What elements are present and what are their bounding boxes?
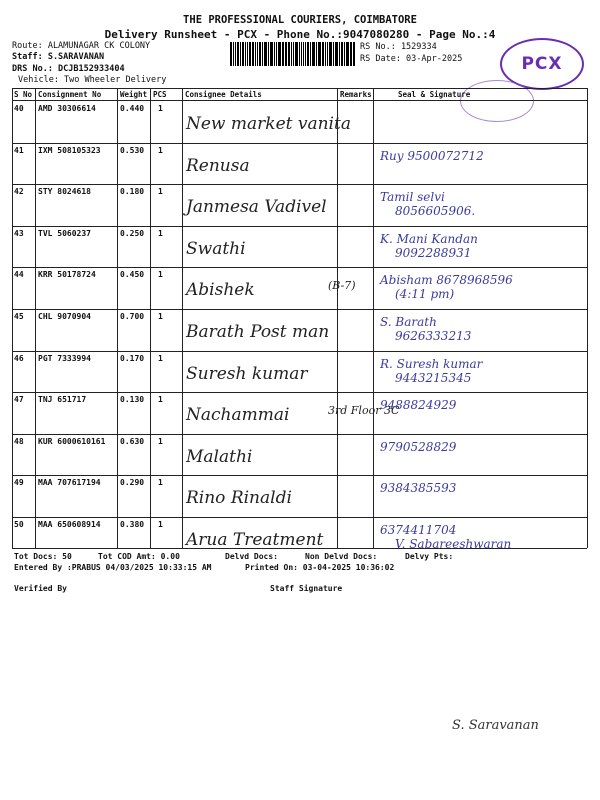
- row-weight: 0.180: [120, 187, 145, 197]
- row-signature: 9488824929: [380, 398, 457, 413]
- col-divider: [117, 88, 118, 548]
- row-pieces: 1: [158, 104, 163, 113]
- row-divider: [12, 434, 587, 435]
- row-consignment-number: CHL 9070904: [38, 312, 91, 321]
- row-consignee-name: Janmesa Vadivel: [186, 197, 327, 218]
- row-remarks: 3rd Floor 3C: [328, 404, 400, 418]
- row-serial-number: 47: [14, 395, 24, 405]
- row-pieces: 1: [158, 228, 163, 238]
- row-signature: Ruy 9500072712: [380, 148, 484, 163]
- row-consignee-name: Nachammai: [186, 405, 290, 426]
- row-consignee-name: Abishek: [186, 280, 255, 301]
- col-header-weight: Weight: [120, 90, 148, 99]
- staff-signature-label: Staff Signature: [270, 584, 343, 593]
- vehicle-label: Vehicle: Two Wheeler Delivery: [18, 75, 167, 85]
- row-pieces: 1: [158, 312, 163, 321]
- row-weight: 0.380: [120, 520, 145, 529]
- row-pieces: 1: [158, 353, 163, 363]
- row-weight: 0.290: [120, 478, 145, 488]
- col-divider: [12, 88, 13, 548]
- row-consignee-name: New market vanita: [186, 114, 351, 134]
- total-docs: Tot Docs: 50: [14, 552, 72, 561]
- row-signature: S. Barath: [380, 315, 437, 329]
- seal-stamp: [460, 80, 534, 122]
- col-header-signature: Seal & Signature: [398, 90, 471, 99]
- table-header-border: [12, 100, 587, 101]
- row-signature: Abisham 8678968596: [380, 273, 513, 288]
- row-weight: 0.250: [120, 228, 145, 238]
- row-divider: [12, 226, 587, 227]
- drs-label: DRS No.: DCJB152933404: [12, 64, 125, 74]
- row-consignment-number: MAA 650608914: [38, 520, 101, 529]
- col-header-remarks: Remarks: [340, 90, 372, 99]
- row-serial-number: 46: [14, 353, 24, 363]
- col-divider: [373, 88, 374, 548]
- barcode-image: [230, 42, 356, 66]
- col-divider: [587, 88, 588, 548]
- row-consignee-name: Swathi: [186, 238, 246, 259]
- col-divider: [182, 88, 183, 548]
- delivery-points: Delvy Pts:: [405, 552, 454, 561]
- col-divider: [150, 88, 151, 548]
- row-divider: [12, 475, 587, 476]
- row-serial-number: 41: [14, 145, 24, 155]
- staff-label: Staff: S.SARAVANAN: [12, 52, 105, 62]
- row-signature-phone: (4:11 pm): [395, 287, 455, 302]
- row-pieces: 1: [158, 187, 163, 197]
- row-consignment-number: KUR 6000610161: [38, 436, 106, 446]
- row-pieces: 1: [158, 270, 163, 280]
- row-consignee-name: Arua Treatment: [186, 530, 324, 550]
- row-consignee-name: Rino Rinaldi: [186, 488, 292, 509]
- row-weight: 0.440: [120, 104, 145, 113]
- row-remarks: (B-7): [328, 279, 356, 293]
- staff-handwritten-signature: S. Saravanan: [452, 718, 539, 733]
- col-header-sno: S No: [14, 90, 33, 99]
- rs-number: RS No.: 1529334: [360, 42, 437, 52]
- row-weight: 0.530: [120, 145, 145, 155]
- row-serial-number: 45: [14, 312, 24, 321]
- row-signature-phone: 9092288931: [395, 245, 472, 260]
- row-serial-number: 48: [14, 436, 24, 446]
- col-header-consignee: Consignee Details: [185, 90, 262, 99]
- company-name: THE PROFESSIONAL COURIERS, COIMBATORE: [183, 14, 417, 26]
- col-divider: [337, 88, 338, 548]
- col-header-pcs: PCS: [153, 90, 167, 99]
- row-divider: [12, 392, 587, 393]
- row-weight: 0.700: [120, 312, 145, 321]
- row-consignment-number: IXM 508105323: [38, 145, 101, 155]
- row-signature: K. Mani Kandan: [380, 231, 478, 246]
- row-consignment-number: MAA 707617194: [38, 478, 101, 488]
- row-serial-number: 44: [14, 270, 24, 280]
- verified-by-label: Verified By: [14, 584, 67, 593]
- row-consignment-number: STY 8024618: [38, 187, 91, 197]
- row-consignment-number: PGT 7333994: [38, 353, 91, 363]
- row-pieces: 1: [158, 145, 163, 155]
- row-pieces: 1: [158, 520, 163, 529]
- non-delivered-docs: Non Delvd Docs:: [305, 552, 378, 561]
- row-signature-phone: V. Sabareeshwaran: [395, 537, 512, 551]
- route-label: Route: ALAMUNAGAR CK COLONY: [12, 41, 151, 51]
- row-weight: 0.630: [120, 436, 145, 446]
- row-serial-number: 50: [14, 520, 24, 529]
- row-signature: 9384385593: [380, 481, 457, 496]
- row-weight: 0.170: [120, 353, 145, 363]
- row-divider: [12, 351, 587, 352]
- pcx-stamp: PCX: [500, 38, 584, 90]
- row-divider: [12, 309, 587, 310]
- total-cod-amount: Tot COD Amt: 0.00: [98, 552, 180, 561]
- row-divider: [12, 143, 587, 144]
- row-consignment-number: AMD 30306614: [38, 104, 96, 113]
- row-weight: 0.130: [120, 395, 145, 405]
- row-divider: [12, 184, 587, 185]
- row-consignee-name: Suresh kumar: [186, 363, 308, 384]
- row-pieces: 1: [158, 478, 163, 488]
- row-consignee-name: Malathi: [186, 446, 253, 467]
- row-consignee-name: Barath Post man: [186, 322, 330, 342]
- row-divider: [12, 517, 587, 518]
- entered-by: Entered By :PRABUS 04/03/2025 10:33:15 AM: [14, 563, 212, 572]
- row-signature-phone: 9626333213: [395, 329, 472, 343]
- row-signature: 6374411704: [380, 523, 457, 537]
- runsheet-title: Delivery Runsheet - PCX - Phone No.:9047080280 - Page No.:4: [104, 28, 496, 41]
- row-weight: 0.450: [120, 270, 145, 280]
- row-signature-phone: 9443215345: [395, 370, 472, 385]
- col-header-consignment: Consignment No: [38, 90, 102, 99]
- printed-on: Printed On: 03-04-2025 10:36:02: [245, 563, 395, 572]
- row-pieces: 1: [158, 395, 163, 405]
- row-consignment-number: KRR 50178724: [38, 270, 96, 280]
- row-pieces: 1: [158, 436, 163, 446]
- row-signature: R. Suresh kumar: [380, 356, 483, 371]
- row-consignee-name: Renusa: [186, 155, 250, 176]
- row-consignment-number: TNJ 651717: [38, 395, 87, 405]
- table-top-border: [12, 88, 587, 89]
- row-serial-number: 49: [14, 478, 24, 488]
- row-serial-number: 40: [14, 104, 24, 113]
- row-signature: Tamil selvi: [380, 190, 445, 205]
- row-serial-number: 43: [14, 228, 24, 238]
- col-divider: [35, 88, 36, 548]
- rs-date: RS Date: 03-Apr-2025: [360, 54, 463, 64]
- delivered-docs: Delvd Docs:: [225, 552, 278, 561]
- row-signature-phone: 8056605906.: [395, 204, 476, 219]
- row-serial-number: 42: [14, 187, 24, 197]
- row-signature: 9790528829: [380, 439, 457, 454]
- row-consignment-number: TVL 5060237: [38, 228, 91, 238]
- row-divider: [12, 267, 587, 268]
